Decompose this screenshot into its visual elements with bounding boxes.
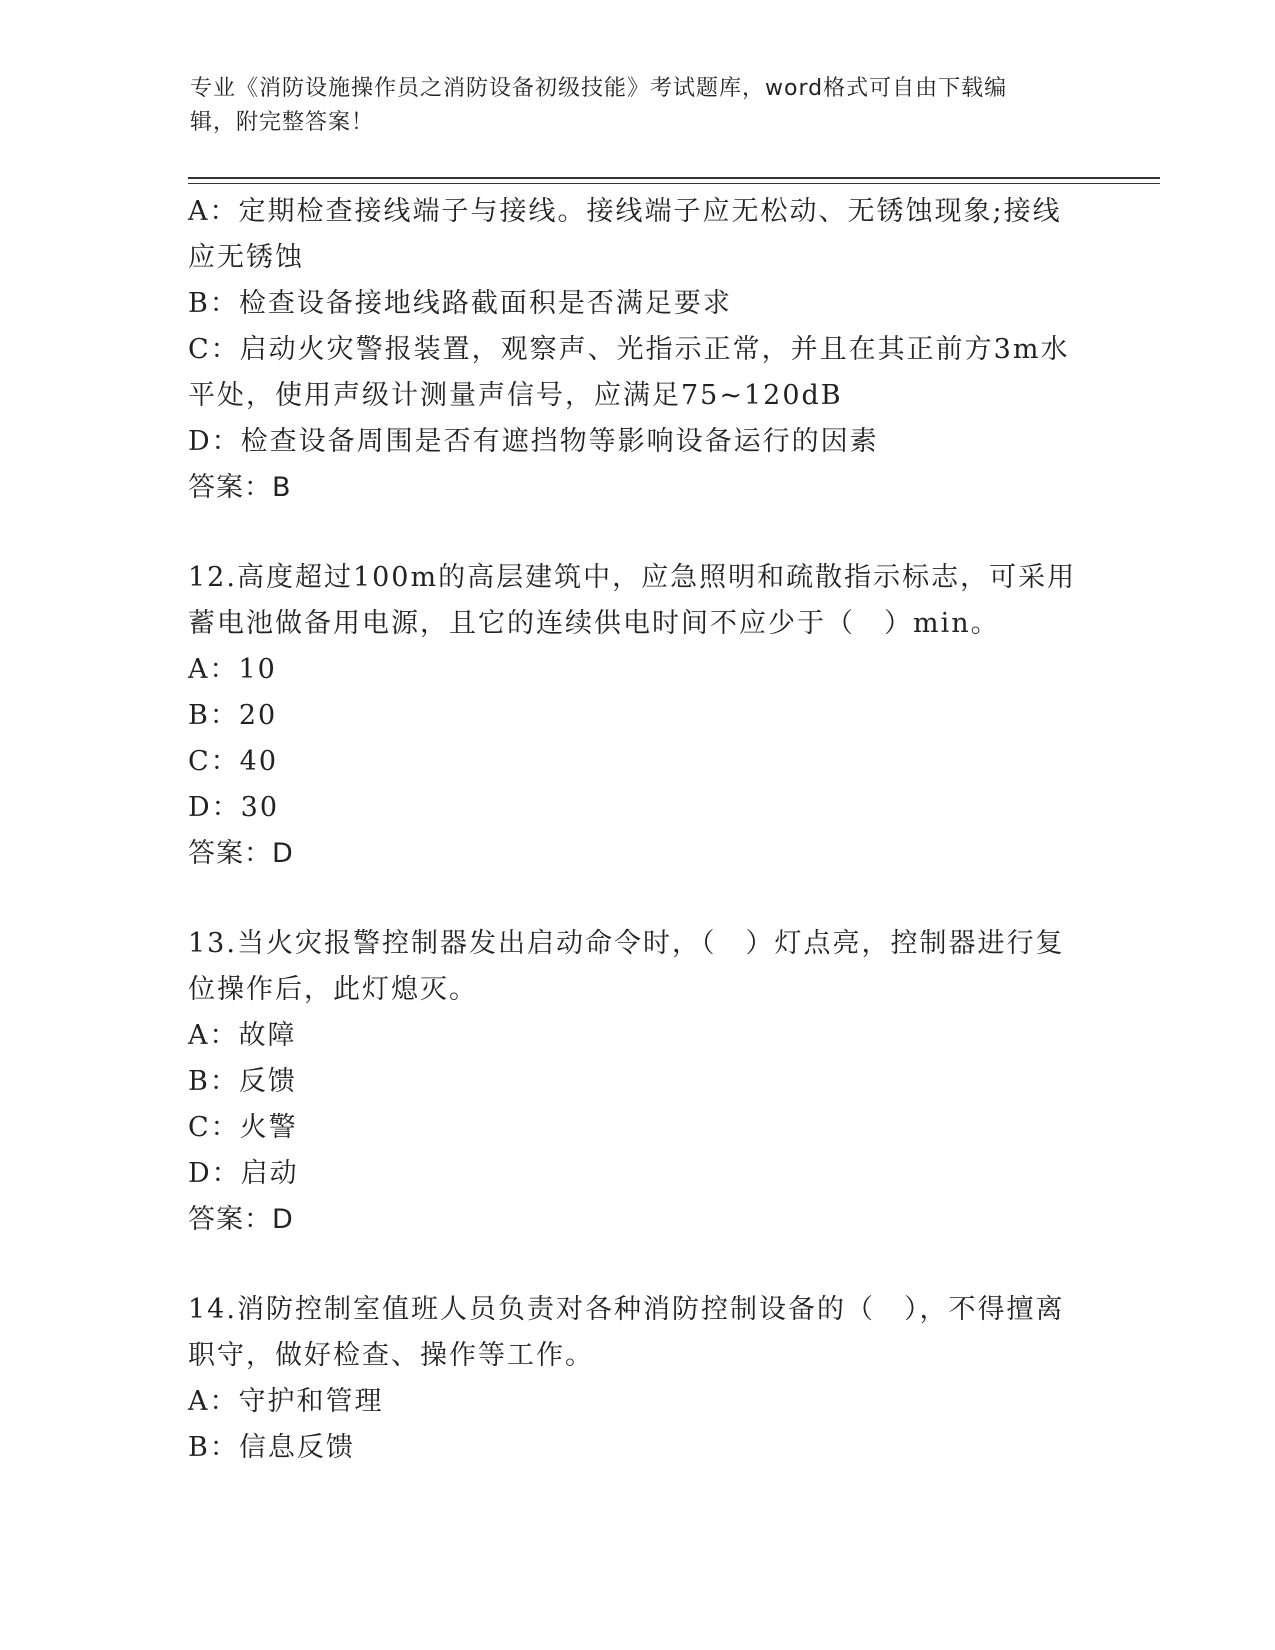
q12-answer: 答案：D [188, 838, 294, 869]
header-divider-thick [188, 177, 1160, 179]
question-14 [188, 1287, 1088, 1471]
header-divider-thin [188, 183, 1160, 184]
q12-stem-line-1: 12.高度超过100m的高层建筑中，应急照明和疏散指示标志，可采用 [188, 562, 1077, 593]
header-line-2: 辑，附完整答案！ [190, 110, 375, 135]
q13-stem-line-2: 位操作后，此灯熄灭。 [188, 974, 478, 1005]
q14-stem-line-2: 职守，做好检查、操作等工作。 [188, 1340, 594, 1371]
q13-answer: 答案：D [188, 1204, 294, 1235]
q12-stem-line-2: 蓄电池做备用电源，且它的连续供电时间不应少于（ ）min。 [188, 608, 1000, 639]
q12-option-b: B：20 [188, 700, 278, 731]
q13-option-c: C：火警 [188, 1112, 298, 1143]
spacer [188, 511, 1088, 555]
q14-stem-line-1: 14.消防控制室值班人员负责对各种消防控制设备的（ ），不得擅离 [188, 1294, 1065, 1325]
q13-option-a: A：故障 [188, 1020, 297, 1051]
q12-option-d: D：30 [188, 792, 280, 823]
q11-option-c-line-1: C：启动火灾警报装置，观察声、光指示正常，并且在其正前方3m水 [188, 334, 1070, 365]
q11-option-d: D：检查设备周围是否有遮挡物等影响设备运行的因素 [188, 426, 879, 457]
q11-option-a-line-1: A：定期检查接线端子与接线。接线端子应无松动、无锈蚀现象;接线 [188, 196, 1062, 227]
header-line-1: 专业《消防设施操作员之消防设备初级技能》考试题库，word格式可自由下载编 [190, 76, 1008, 101]
q12-option-a: A：10 [188, 654, 277, 685]
document-header [190, 72, 1080, 140]
q14-option-a: A：守护和管理 [188, 1386, 384, 1417]
q12-option-c: C：40 [188, 746, 279, 777]
question-content [188, 189, 1088, 1471]
q13-option-d: D：启动 [188, 1158, 299, 1189]
spacer [188, 877, 1088, 921]
q11-option-a-line-2: 应无锈蚀 [188, 242, 304, 273]
q13-stem-line-1: 13.当火灾报警控制器发出启动命令时，（ ）灯点亮，控制器进行复 [188, 928, 1065, 959]
question-11-options [188, 189, 1088, 511]
q11-answer: 答案：B [188, 472, 292, 503]
q11-option-b: B：检查设备接地线路截面积是否满足要求 [188, 288, 732, 319]
q14-option-b: B：信息反馈 [188, 1432, 355, 1463]
q13-option-b: B：反馈 [188, 1066, 297, 1097]
spacer [188, 1243, 1088, 1287]
q11-option-c-line-2: 平处，使用声级计测量声信号，应满足75~120dB [188, 380, 843, 411]
question-12 [188, 555, 1088, 877]
question-13 [188, 921, 1088, 1243]
